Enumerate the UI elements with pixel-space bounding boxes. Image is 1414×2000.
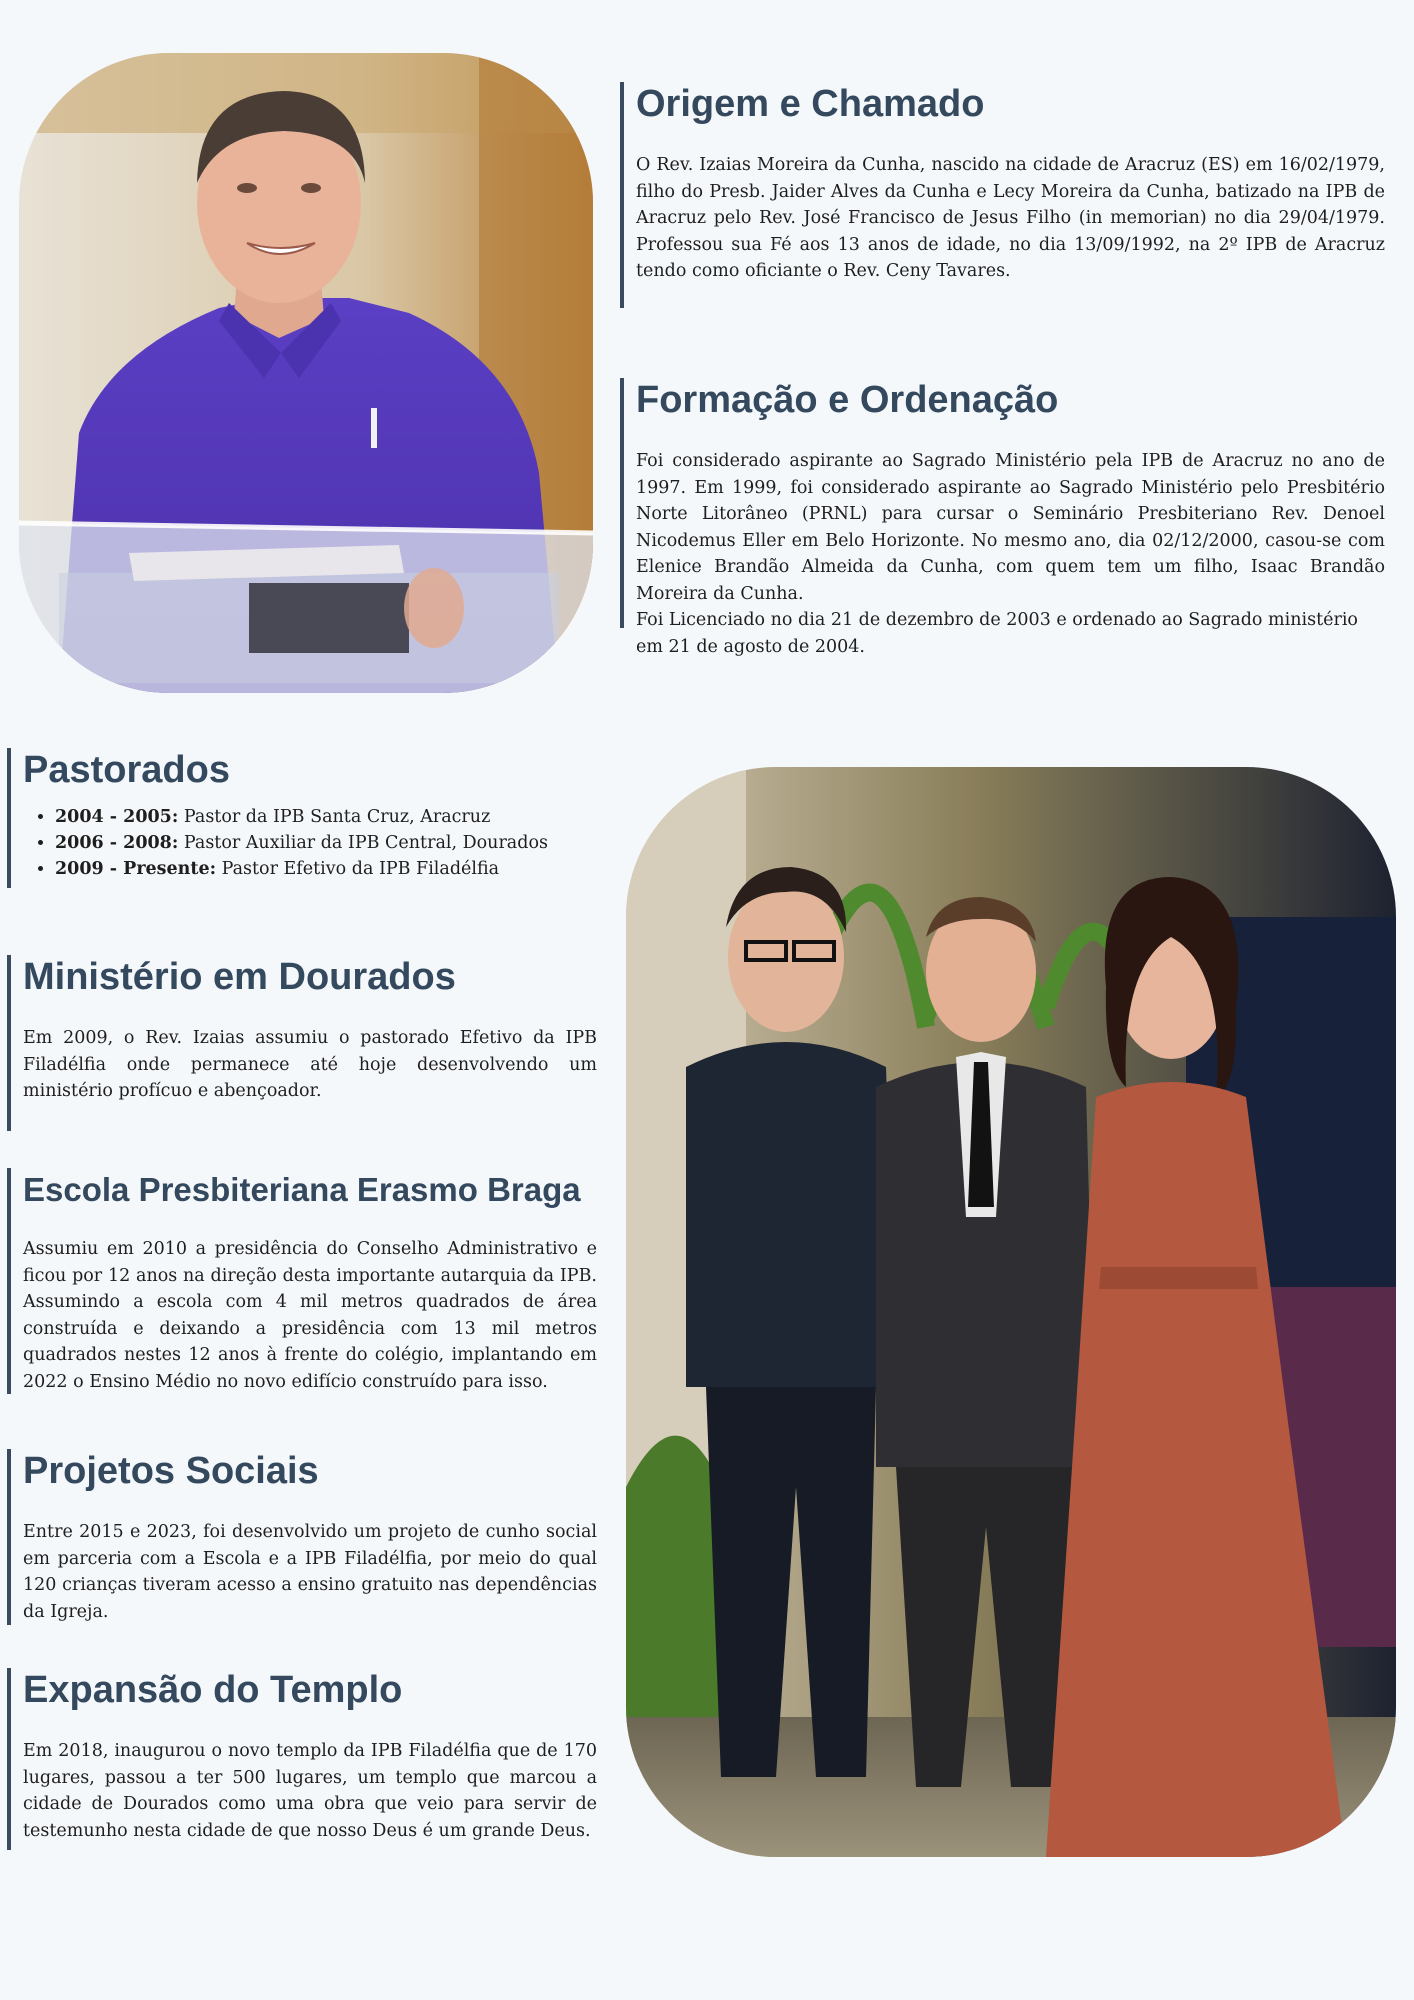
period-desc: Pastor Efetivo da IPB Filadélfia: [216, 859, 500, 879]
section-text: Foi Licenciado no dia 21 de dezembro de 2003 e ordenado ao Sagrado ministério em 21 de agosto de 2004.: [636, 610, 1358, 657]
section-title: Ministério em Dourados: [23, 956, 456, 998]
section-text: Entre 2015 e 2023, foi desenvolvido um projeto de cunho social em parceria com a Escola e a IPB Filadélfia, por meio do qual 120 crianças tiveram acesso a ensino gratuito nas dependências da Igreja.: [23, 1522, 597, 1622]
list-item: [55, 830, 597, 856]
period-desc: Pastor da IPB Santa Cruz, Aracruz: [178, 807, 491, 827]
section-text: Assumiu em 2010 a presidência do Conselho Administrativo e ficou por 12 anos na direção desta importante autarquia da IPB. Assumindo a escola com 4 mil metros quadrados de área construída e deixando a presidência com 13 mil metros quadrados nestes 12 anos à frente do colégio, implantando em 2022 o Ensino Médio no novo edifício construído para isso.: [23, 1239, 597, 1392]
period-label: 2009 - Presente:: [55, 859, 217, 879]
section-escola: [7, 1168, 597, 1394]
section-title: Pastorados: [23, 749, 230, 791]
section-title: Formação e Ordenação: [636, 379, 1059, 421]
section-title: Expansão do Templo: [23, 1669, 403, 1711]
section-formacao: [620, 378, 1385, 657]
pastorados-list: [23, 804, 597, 882]
period-desc: Pastor Auxiliar da IPB Central, Dourados: [178, 833, 548, 853]
list-item: [55, 856, 597, 882]
section-title: Escola Presbiteriana Erasmo Braga: [23, 1171, 581, 1208]
section-pastorados: [7, 748, 597, 888]
family-portrait-photo: [626, 767, 1396, 1857]
section-ministerio-dourados: [7, 955, 597, 1131]
section-text: Em 2018, inaugurou o novo templo da IPB Filadélfia que de 170 lugares, passou a ter 500 lugares, um templo que marcou a cidade de Dourados como uma obra que veio para servir de testemunho nesta cidade de que nosso Deus é um grande Deus.: [23, 1741, 597, 1841]
section-text: O Rev. Izaias Moreira da Cunha, nascido na cidade de Aracruz (ES) em 16/02/1979, filho do Presb. Jaider Alves da Cunha e Lecy Moreira da Cunha, batizado na IPB de Aracruz pelo Rev. José Francisco de Jesus Filho (in memorian) no dia 29/04/1979. Professou sua Fé aos 13 anos de idade, no dia 13/09/1992, na 2º IPB de Aracruz tendo como oficiante o Rev. Ceny Tavares.: [636, 155, 1385, 281]
section-title: Origem e Chamado: [636, 83, 985, 125]
section-projetos-sociais: [7, 1449, 597, 1625]
list-item: [55, 804, 597, 830]
section-text: Foi considerado aspirante ao Sagrado Ministério pela IPB de Aracruz no ano de 1997. Em 1999, foi considerado aspirante ao Sagrado Ministério pelo Presbitério Norte Litorâneo (PRNL) para cursar o Seminário Presbiteriano Rev. Denoel Nicodemus Eller em Belo Horizonte. No mesmo ano, dia 02/12/2000, casou-se com Elenice Brandão Almeida da Cunha, com quem tem um filho, Isaac Brandão Moreira da Cunha.: [636, 451, 1385, 604]
period-label: 2004 - 2005:: [55, 807, 179, 827]
pastor-pulpit-photo: [19, 53, 593, 693]
section-text: Em 2009, o Rev. Izaias assumiu o pastorado Efetivo da IPB Filadélfia onde permanece até hoje desenvolvendo um ministério profícuo e abençoador.: [23, 1028, 597, 1101]
period-label: 2006 - 2008:: [55, 833, 179, 853]
section-expansao-templo: [7, 1668, 597, 1850]
section-origem: [620, 82, 1385, 308]
section-title: Projetos Sociais: [23, 1450, 319, 1492]
